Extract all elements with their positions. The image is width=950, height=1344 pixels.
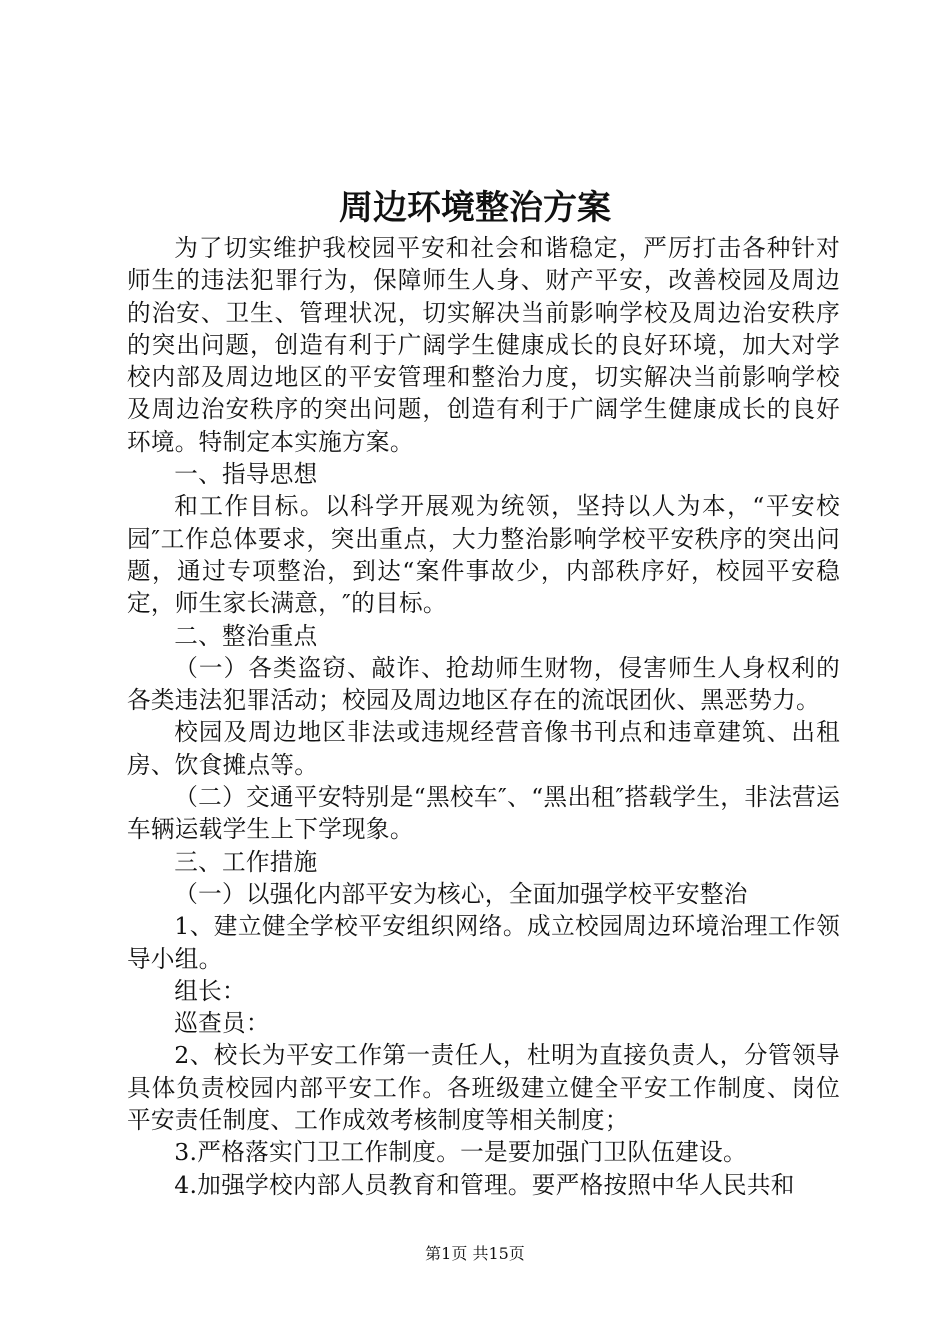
- paragraph-measure-1: 1、建立健全学校平安组织网络。成立校园周边环境治理工作领导小组。: [127, 912, 840, 973]
- section-heading-measures: 三、工作措施: [174, 847, 318, 876]
- section-heading-guiding-ideology: 一、指导思想: [174, 460, 318, 489]
- paragraph-focus-item-1: （一）各类盗窃、敲诈、抢劫师生财物，侵害师生人身权利的各类违法犯罪活动；校园及周边地区存在的流氓团伙、黑恶势力。: [127, 653, 840, 715]
- paragraph-inspector: 巡查员：: [174, 1009, 270, 1038]
- paragraph-goals: 和工作目标。以科学开展观为统领，坚持以人为本，“平安校园″工作总体要求，突出重点，大力整治影响学校平安秩序的突出问题，通过专项整治，到达“案件事故少，内部秩序好，校园平安稳定，师生家长满意，″的目标。: [127, 492, 840, 618]
- document-body: [127, 232, 840, 1201]
- paragraph-measure-2: 2、校长为平安工作第一责任人，杜明为直接负责人，分管领导具体负责校园内部平安工作。各班级建立健全平安工作制度、岗位平安责任制度、工作成效考核制度等相关制度；: [127, 1041, 840, 1135]
- paragraph-focus-item-1b: 校园及周边地区非法或违规经营音像书刊点和违章建筑、出租房、饮食摊点等。: [127, 718, 840, 779]
- paragraph-measure-4: 4.加强学校内部人员教育和管理。要严格按照中华人民共和: [174, 1170, 795, 1199]
- paragraph-intro: 为了切实维护我校园平安和社会和谐稳定，严厉打击各种针对师生的违法犯罪行为，保障师生人身、财产平安，改善校园及周边的治安、卫生、管理状况，切实解决当前影响学校及周边治安秩序的突出问题，创造有利于广阔学生健康成长的良好环境，加大对学校内部及周边地区的平安管理和整治力度，切实解决当前影响学校及周边治安秩序的突出问题，创造有利于广阔学生健康成长的良好环境。特制定本实施方案。: [127, 234, 840, 456]
- paragraph-team-leader: 组长：: [174, 976, 246, 1005]
- page-footer: 第1页 共15页: [425, 1244, 525, 1263]
- page-title: 周边环境整治方案: [339, 188, 611, 228]
- paragraph-measure-3: 3.严格落实门卫工作制度。一是要加强门卫队伍建设。: [174, 1138, 747, 1167]
- section-heading-focus: 二、整治重点: [174, 621, 318, 650]
- paragraph-measures-sub-1: （一）以强化内部平安为核心，全面加强学校平安整治: [174, 879, 748, 908]
- paragraph-focus-item-2: （二）交通平安特别是“黑校车″、“黑出租″搭载学生，非法营运车辆运载学生上下学现象。: [127, 783, 840, 844]
